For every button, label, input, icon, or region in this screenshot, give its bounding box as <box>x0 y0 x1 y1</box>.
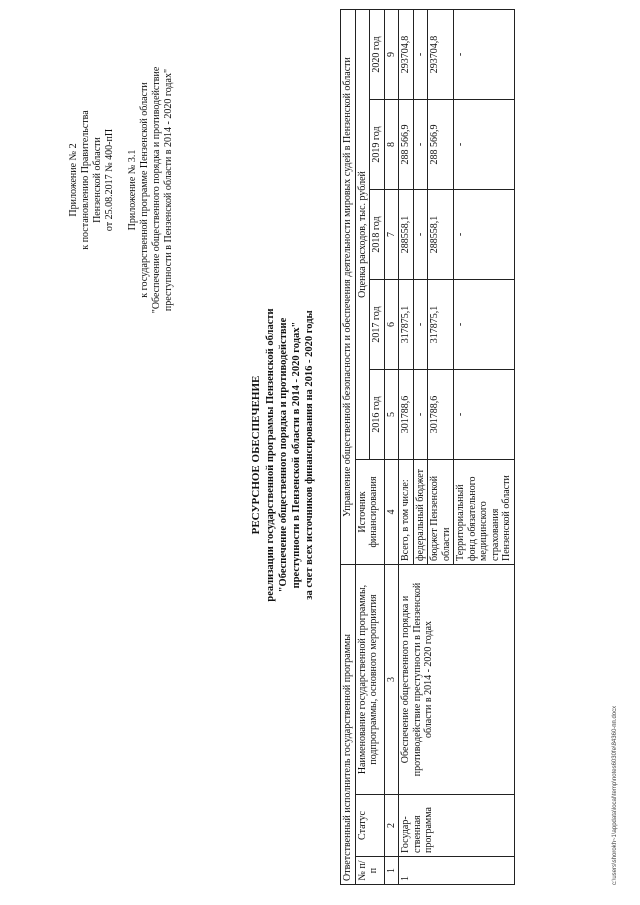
appendix-line: "Обеспечение общественного порядка и противодействие <box>151 66 162 314</box>
value-cell: 317875,1 <box>399 280 414 370</box>
header-name: Наименование государственной программы, подпрограммы, основного мероприятия <box>355 565 384 795</box>
year-header: 2019 год <box>370 100 385 190</box>
funding-table <box>340 9 515 885</box>
value-cell: 301788,6 <box>399 370 414 460</box>
value-cell: 293704,8 <box>428 9 454 99</box>
value-cell: - <box>413 190 428 280</box>
index-cell: 1 <box>384 857 399 885</box>
value-cell: - <box>454 280 515 370</box>
appendix-line: к государственной программе Пензенской области <box>139 82 150 298</box>
appendix-line: Приложение № 2 <box>68 143 79 217</box>
file-path-footer: c:\users\shorokh~1\appdata\local\temp\notes6030fe\84360-пп.docx <box>612 705 618 885</box>
source-label: федеральный бюджет <box>413 460 428 565</box>
value-cell: 317875,1 <box>428 280 454 370</box>
value-cell: - <box>454 100 515 190</box>
value-cell: 288558,1 <box>428 190 454 280</box>
value-cell: - <box>454 190 515 280</box>
value-cell: 288 566,9 <box>428 100 454 190</box>
value-cell: 288 566,9 <box>399 100 414 190</box>
index-cell: 5 <box>384 370 399 460</box>
header-no: № п/п <box>355 857 384 885</box>
year-header: 2016 год <box>370 370 385 460</box>
value-cell: 288558,1 <box>399 190 414 280</box>
row-program-name: Обеспечение общественного порядка и противодействие преступности в Пензенской области в 2014 - 2020 годах <box>399 565 515 795</box>
table-row <box>399 9 414 884</box>
year-header: 2017 год <box>370 280 385 370</box>
title-line: за счет всех источников финансирования на 2016 - 2020 годы <box>304 310 315 600</box>
header-source: Источник финансирования <box>355 460 384 565</box>
value-cell: - <box>413 100 428 190</box>
index-cell: 9 <box>384 9 399 99</box>
source-label: Всего, в том числе: <box>399 460 414 565</box>
row-status: Государ-ственная программа <box>399 795 515 857</box>
header-status: Статус <box>355 795 384 857</box>
title-line: преступности в Пензенской области в 2014 - 2020 годах" <box>291 321 302 589</box>
source-label: бюджет Пензенской области <box>428 460 454 565</box>
title-line: реализации государственной программы Пензенской области <box>265 308 276 602</box>
appendix-2-header <box>68 45 116 315</box>
value-cell: 301788,6 <box>428 370 454 460</box>
value-cell: - <box>413 9 428 99</box>
appendix-line: от 25.08.2017 № 400-пП <box>104 128 115 232</box>
value-cell: - <box>454 370 515 460</box>
index-cell: 2 <box>384 795 399 857</box>
appendix-3-1-header <box>127 20 175 360</box>
index-cell: 4 <box>384 460 399 565</box>
index-cell: 7 <box>384 190 399 280</box>
index-cell: 6 <box>384 280 399 370</box>
executor-name: Управление общественной безопасности и обеспечения деятельности мировых судей в Пензенской области <box>341 9 356 564</box>
value-cell: - <box>454 9 515 99</box>
header-estimate: Оценка расходов, тыс. рублей <box>355 9 370 459</box>
index-row <box>384 9 399 884</box>
appendix-line: Пензенской области <box>92 137 103 223</box>
year-header: 2020 год <box>370 9 385 99</box>
appendix-line: преступности в Пензенской области в 2014 - 2020 годах" <box>163 68 174 312</box>
header-row <box>355 9 370 884</box>
value-cell: - <box>413 280 428 370</box>
index-cell: 8 <box>384 100 399 190</box>
row-number: 1 <box>399 857 515 885</box>
document-title <box>250 205 316 705</box>
year-header: 2018 год <box>370 190 385 280</box>
value-cell: - <box>413 370 428 460</box>
title-heading: РЕСУРСНОЕ ОБЕСПЕЧЕНИЕ <box>250 375 262 535</box>
value-cell: 293704,8 <box>399 9 414 99</box>
appendix-line: к постановлению Правительства <box>80 110 91 250</box>
title-line: "Обеспечение общественного порядка и противодействие <box>278 317 289 593</box>
source-label: Территориальный фонд обязательного медицинского страхования Пензенской области <box>454 460 515 565</box>
executor-row <box>341 9 356 884</box>
appendix-line: Приложение № 3.1 <box>127 149 138 231</box>
index-cell: 3 <box>384 565 399 795</box>
executor-label: Ответственный исполнитель государственной программы <box>341 565 356 885</box>
